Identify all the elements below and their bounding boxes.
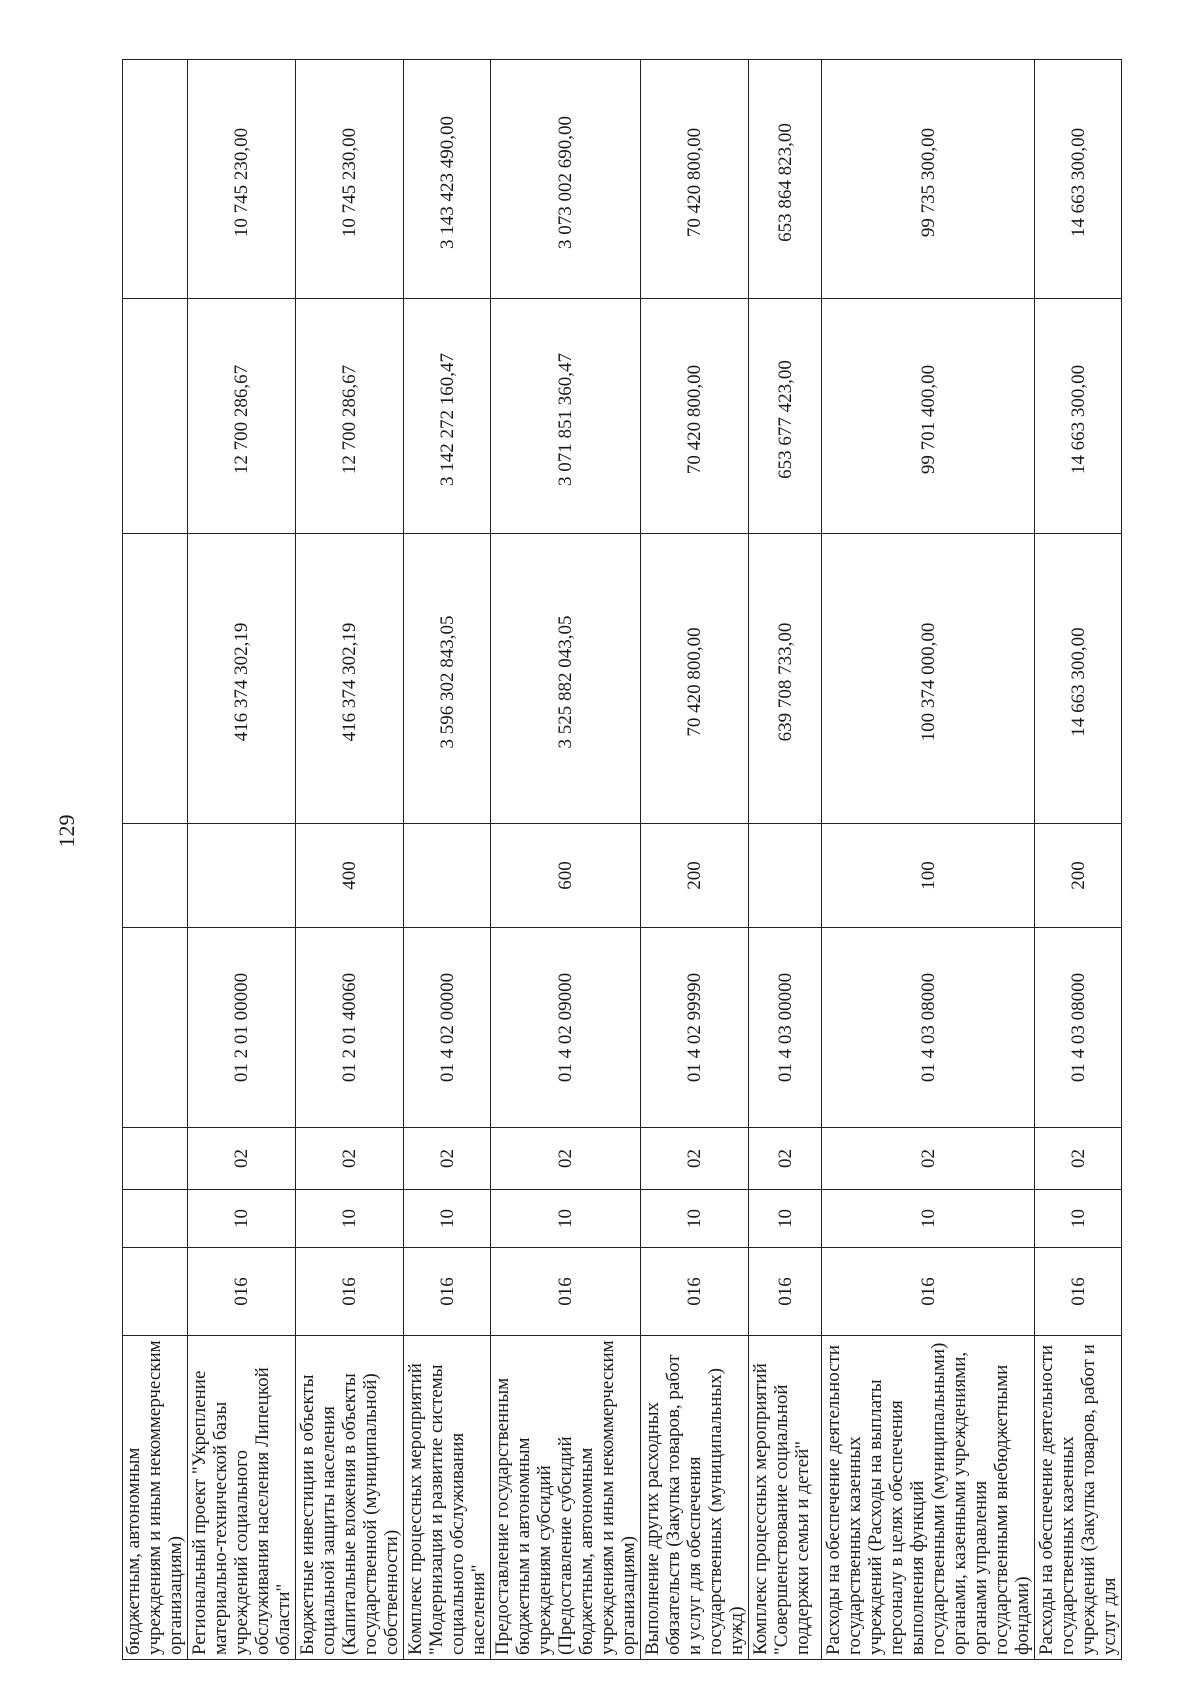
row-grbs: 016 [404, 1248, 491, 1336]
row-amount-year2: 12 700 286,67 [296, 299, 404, 534]
row-amount-year2: 12 700 286,67 [188, 299, 296, 534]
row-amount-year2: 14 663 300,00 [1035, 299, 1122, 534]
row-name: Расходы на обеспечение деятельности государственных казенных учреждений (Закупка товаров, работ и услуг для [1035, 1336, 1122, 1660]
row-amount-year1: 3 525 882 043,05 [491, 534, 641, 824]
row-target-article: 01 4 03 08000 [822, 928, 1035, 1128]
row-expense-type: 600 [491, 824, 641, 928]
row-amount-year3: 3 143 423 490,00 [404, 60, 491, 299]
row-amount-year1: 416 374 302,19 [188, 534, 296, 824]
row-target-article: 01 4 02 99990 [641, 928, 749, 1128]
row-target-article: 01 2 01 00000 [188, 928, 296, 1128]
row-expense-type [123, 824, 188, 928]
row-subsection [123, 1128, 188, 1190]
row-amount-year2: 70 420 800,00 [641, 299, 749, 534]
row-grbs: 016 [188, 1248, 296, 1336]
row-amount-year2: 3 071 851 360,47 [491, 299, 641, 534]
row-grbs [123, 1248, 188, 1336]
row-name: Комплекс процессных мероприятий "Совершенствование социальной поддержки семьи и детей" [749, 1336, 822, 1660]
row-subsection: 02 [822, 1128, 1035, 1190]
row-amount-year3: 3 073 002 690,00 [491, 60, 641, 299]
row-section: 10 [1035, 1190, 1122, 1248]
table-row [188, 60, 296, 1660]
row-target-article: 01 2 01 40060 [296, 928, 404, 1128]
row-amount-year1: 70 420 800,00 [641, 534, 749, 824]
row-amount-year2: 99 701 400,00 [822, 299, 1035, 534]
row-expense-type: 400 [296, 824, 404, 928]
table-row [822, 60, 1035, 1660]
row-amount-year3: 14 663 300,00 [1035, 60, 1122, 299]
row-expense-type: 200 [641, 824, 749, 928]
table-body [123, 60, 1122, 1660]
row-amount-year1: 416 374 302,19 [296, 534, 404, 824]
page-number: 129 [54, 814, 79, 848]
row-target-article: 01 4 03 08000 [1035, 928, 1122, 1128]
row-expense-type [188, 824, 296, 928]
row-section: 10 [296, 1190, 404, 1248]
row-name: Выполнение других расходных обязательств (Закупка товаров, работ и услуг для обеспечения государственных (муниципальных) нужд) [641, 1336, 749, 1660]
table-row [641, 60, 749, 1660]
row-grbs: 016 [822, 1248, 1035, 1336]
row-section: 10 [749, 1190, 822, 1248]
row-expense-type [404, 824, 491, 928]
row-grbs: 016 [749, 1248, 822, 1336]
table-row [296, 60, 404, 1660]
row-amount-year1: 100 374 000,00 [822, 534, 1035, 824]
row-amount-year1: 639 708 733,00 [749, 534, 822, 824]
row-amount-year3: 10 745 230,00 [188, 60, 296, 299]
row-expense-type: 100 [822, 824, 1035, 928]
row-expense-type [749, 824, 822, 928]
row-name: Предоставление государственным бюджетным и автономным учреждениям субсидий (Предоставление субсидий бюджетным, автономным учреждениям и иным некоммерческим организациям) [491, 1336, 641, 1660]
row-grbs: 016 [296, 1248, 404, 1336]
row-name: Комплекс процессных мероприятий "Модернизация и развитие системы социального обслуживания населения" [404, 1336, 491, 1660]
row-name: Региональный проект "Укрепление материально-технической базы учреждений социального обслуживания населения Липецкой области" [188, 1336, 296, 1660]
row-amount-year1: 14 663 300,00 [1035, 534, 1122, 824]
table-row [749, 60, 822, 1660]
row-section: 10 [491, 1190, 641, 1248]
row-amount-year2 [123, 299, 188, 534]
row-grbs: 016 [641, 1248, 749, 1336]
row-target-article: 01 4 03 00000 [749, 928, 822, 1128]
row-amount-year3 [123, 60, 188, 299]
table-row [491, 60, 641, 1660]
row-amount-year2: 653 677 423,00 [749, 299, 822, 534]
row-subsection: 02 [749, 1128, 822, 1190]
row-amount-year3: 653 864 823,00 [749, 60, 822, 299]
table-row [404, 60, 491, 1660]
row-section: 10 [188, 1190, 296, 1248]
row-expense-type: 200 [1035, 824, 1122, 928]
row-name: Расходы на обеспечение деятельности государственных казенных учреждений (Расходы на выплаты персоналу в целях обеспечения выполнения функций государственными (муниципальными) органами, казенными учреждениями, органами управления государственными внебюджетными фондами) [822, 1336, 1035, 1660]
rotated-table-container [122, 60, 1120, 1660]
row-subsection: 02 [404, 1128, 491, 1190]
row-name: Бюджетные инвестиции в объекты социальной защиты населения (Капитальные вложения в объекты государственной (муниципальной) собственности) [296, 1336, 404, 1660]
row-subsection: 02 [188, 1128, 296, 1190]
row-target-article [123, 928, 188, 1128]
budget-table [122, 59, 1122, 1660]
row-target-article: 01 4 02 00000 [404, 928, 491, 1128]
row-amount-year1 [123, 534, 188, 824]
row-grbs: 016 [491, 1248, 641, 1336]
row-subsection: 02 [491, 1128, 641, 1190]
row-grbs: 016 [1035, 1248, 1122, 1336]
row-amount-year3: 99 735 300,00 [822, 60, 1035, 299]
row-subsection: 02 [641, 1128, 749, 1190]
row-section [123, 1190, 188, 1248]
table-row [123, 60, 188, 1660]
row-target-article: 01 4 02 09000 [491, 928, 641, 1128]
row-name: бюджетным, автономным учреждениям и иным некоммерческим организациям) [123, 1336, 188, 1660]
row-amount-year3: 10 745 230,00 [296, 60, 404, 299]
row-section: 10 [822, 1190, 1035, 1248]
row-amount-year1: 3 596 302 843,05 [404, 534, 491, 824]
row-section: 10 [404, 1190, 491, 1248]
row-amount-year2: 3 142 272 160,47 [404, 299, 491, 534]
row-section: 10 [641, 1190, 749, 1248]
row-subsection: 02 [296, 1128, 404, 1190]
row-amount-year3: 70 420 800,00 [641, 60, 749, 299]
row-subsection: 02 [1035, 1128, 1122, 1190]
table-row [1035, 60, 1122, 1660]
